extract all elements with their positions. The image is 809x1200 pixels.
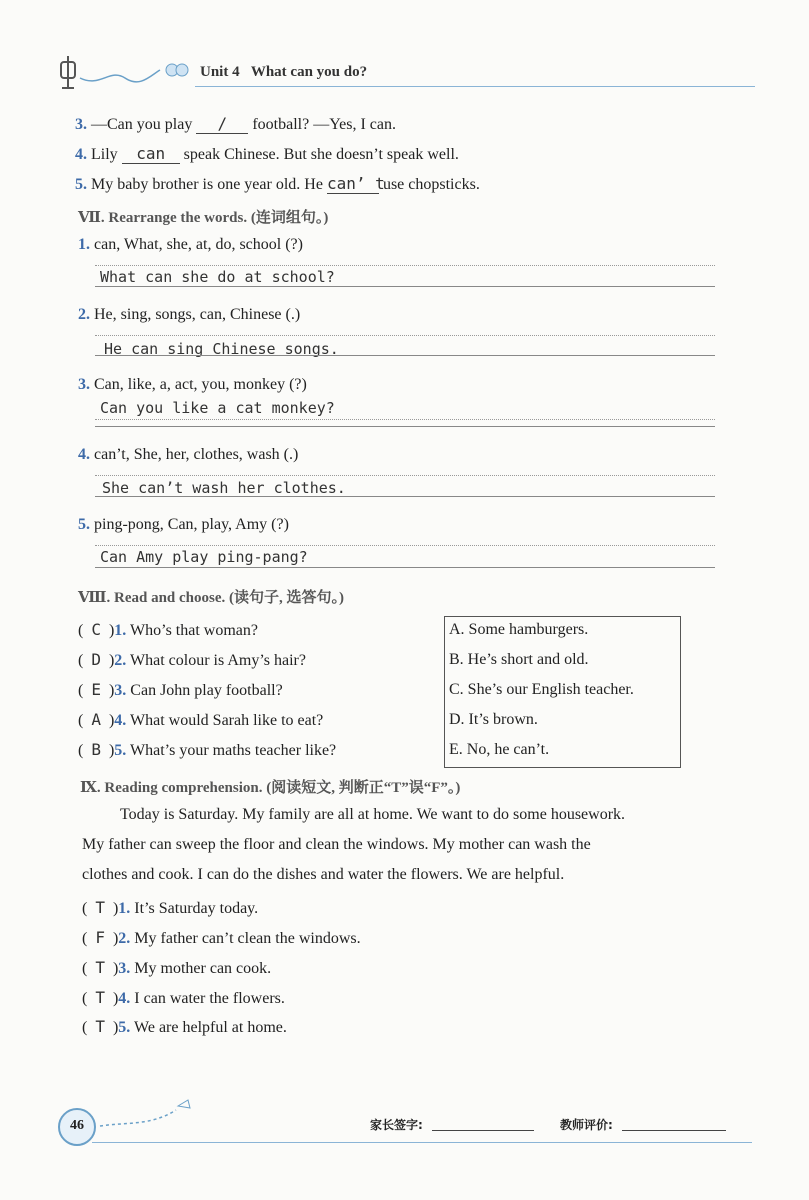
section-8-title: Ⅷ. Read and choose. (读句子, 选答句。)	[78, 590, 345, 606]
rearrange-words-4: 4. can’t, She, her, clothes, wash (.)	[78, 446, 299, 463]
fill-item-4: 4. Lily can speak Chinese. But she doesn’t speak well.	[75, 144, 459, 163]
tf-item-4: ( T )4. I can water the flowers.	[82, 988, 285, 1007]
option-c: C. She’s our English teacher.	[449, 681, 634, 698]
answer-options-box	[444, 616, 681, 768]
rearrange-words-2: 2. He, sing, songs, can, Chinese (.)	[78, 306, 301, 323]
rearrange-words-1: 1. can, What, she, at, do, school (?)	[78, 236, 303, 253]
rearrange-answer-3: Can you like a cat monkey?	[100, 399, 335, 417]
option-a: A. Some hamburgers.	[449, 621, 589, 638]
option-e: E. No, he can’t.	[449, 741, 550, 758]
rearrange-answer-5: Can Amy play ping-pang?	[100, 548, 308, 566]
section-9-title: Ⅸ. Reading comprehension. (阅读短文, 判断正“T”误“F”。)	[80, 780, 461, 796]
page-number-badge	[58, 1108, 96, 1146]
teacher-evaluation-line	[622, 1130, 726, 1131]
choose-question-2: ( D )2. What colour is Amy’s hair?	[78, 650, 306, 669]
footer-decoration	[96, 1092, 206, 1132]
choose-question-3: ( E )3. Can John play football?	[78, 680, 283, 699]
rearrange-answer-4: She can’t wash her clothes.	[102, 479, 346, 497]
tf-item-1: ( T )1. It’s Saturday today.	[82, 898, 259, 917]
rearrange-answer-1: What can she do at school?	[100, 268, 335, 286]
choose-question-5: ( B )5. What’s your maths teacher like?	[78, 740, 337, 759]
parent-signature-label: 家长签字:	[370, 1118, 423, 1132]
option-d: D. It’s brown.	[449, 711, 538, 728]
passage-line-1: Today is Saturday. My family are all at home. We want to do some housework.	[120, 806, 626, 823]
page-number: 46	[70, 1118, 84, 1133]
parent-signature-line	[432, 1130, 534, 1131]
teacher-evaluation-label: 教师评价:	[560, 1118, 613, 1132]
section-7-title: Ⅶ. Rearrange the words. (连词组句。)	[78, 210, 329, 226]
choose-question-1: ( C )1. Who’s that woman?	[78, 620, 258, 639]
rearrange-words-5: 5. ping-pong, Can, play, Amy (?)	[78, 516, 289, 533]
tf-item-5: ( T )5. We are helpful at home.	[82, 1017, 287, 1036]
tf-item-2: ( F )2. My father can’t clean the windows.	[82, 928, 361, 947]
header-rule	[195, 86, 755, 87]
rearrange-words-3: 3. Can, like, a, act, you, monkey (?)	[78, 376, 307, 393]
footer-rule	[92, 1142, 752, 1143]
fill-item-5: 5. My baby brother is one year old. He can’ t use chopsticks.	[75, 174, 480, 193]
header-title: Unit 4 What can you do?	[200, 64, 368, 80]
passage-line-3: clothes and cook. I can do the dishes and water the flowers. We are helpful.	[82, 866, 565, 883]
option-b: B. He’s short and old.	[449, 651, 589, 668]
passage-line-2: My father can sweep the floor and clean the windows. My mother can wash the	[82, 836, 591, 853]
rearrange-answer-2: He can sing Chinese songs.	[104, 340, 339, 358]
fill-item-3: 3. —Can you play / football? —Yes, I can.	[75, 114, 397, 133]
choose-question-4: ( A )4. What would Sarah like to eat?	[78, 710, 324, 729]
tf-item-3: ( T )3. My mother can cook.	[82, 958, 272, 977]
